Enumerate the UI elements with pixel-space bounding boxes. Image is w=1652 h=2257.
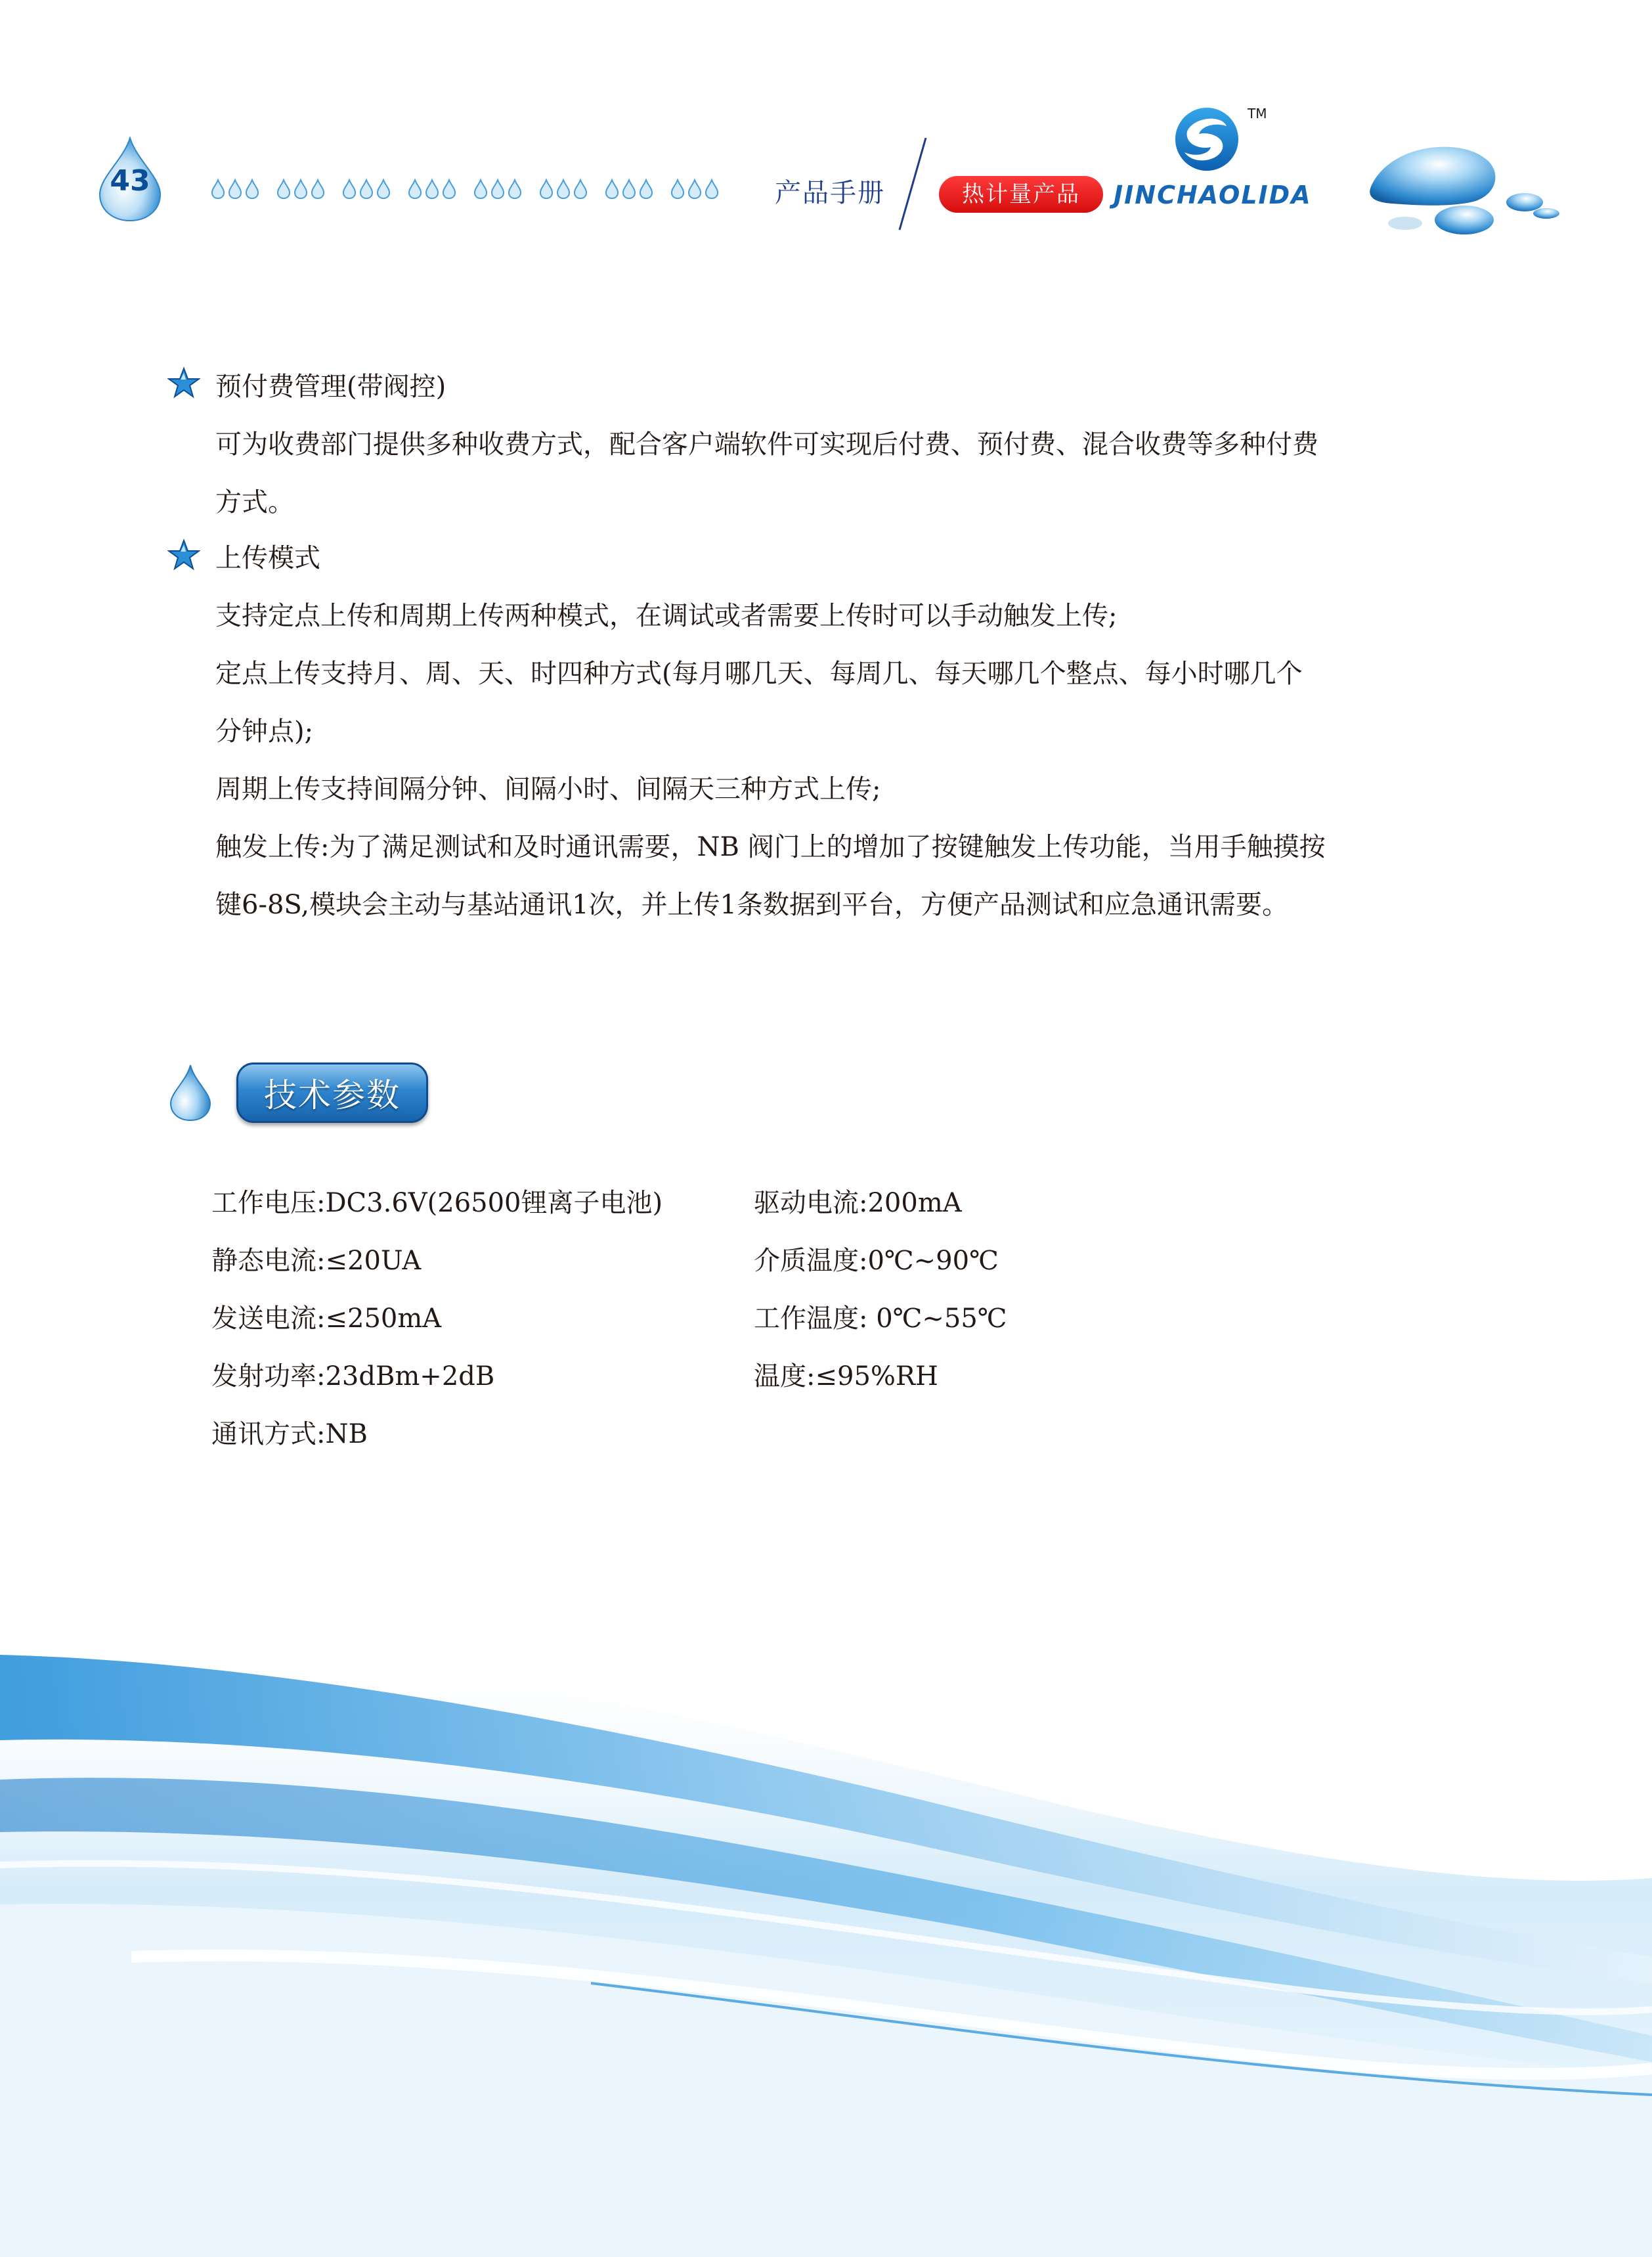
section-title: 技术参数 [264,1076,401,1114]
brand-logo [1110,105,1326,217]
brand-name: JINCHAOLIDA [1114,181,1312,209]
spec-item: 介质温度:0℃~90℃ [754,1246,999,1276]
page-number: 43 [110,164,150,198]
spec-item: 工作温度: 0℃~55℃ [754,1304,1007,1334]
small-drop-icon [540,180,552,198]
spec-item: 通讯方式:NB [211,1419,368,1449]
spec-item: 发射功率:23dBm+2dB [211,1361,495,1391]
feature-paragraph: 分钟点); [215,716,314,747]
small-drop-icon [640,180,652,198]
water-drops-decoration [1366,131,1563,243]
small-drop-icon [606,180,618,198]
spec-item: 工作电压:DC3.6V(26500锂离子电池) [211,1188,663,1218]
feature-title-upload: 上传模式 [215,543,320,573]
small-drop-icon [475,180,487,198]
small-drop-icon [343,180,355,198]
small-drop-icon [295,180,307,198]
small-drop-icon [360,180,372,198]
star-bullet-icon [167,538,200,571]
small-drop-icon [672,180,684,198]
small-drop-icon [557,180,569,198]
small-drop-icon [443,180,455,198]
small-drop-icon [409,180,421,198]
spec-item: 驱动电流:200mA [754,1188,962,1218]
spec-item: 发送电流:≤250mA [211,1304,442,1334]
category-badge: 热计量产品 [939,176,1103,213]
small-drop-icon [623,180,635,198]
feature-paragraph: 周期上传支持间隔分钟、间隔小时、间隔天三种方式上传; [215,774,881,804]
decorative-drops-row [211,176,730,202]
small-drop-icon [492,180,504,198]
small-drop-icon [229,180,241,198]
feature-paragraph: 方式。 [215,487,294,517]
manual-title: 产品手册 [775,178,885,208]
star-bullet-icon [167,366,200,399]
small-drop-icon [378,180,389,198]
small-drop-icon [509,180,521,198]
small-drop-icon [212,180,224,198]
trademark-label: TM [1248,106,1267,121]
feature-paragraph: 键6-8S,模块会主动与基站通讯1次，并上传1条数据到平台，方便产品测试和应急通讯需要。 [215,890,1289,920]
spec-item: 静态电流:≤20UA [211,1246,422,1276]
feature-paragraph: 触发上传:为了满足测试和及时通讯需要，NB 阀门上的增加了按键触发上传功能，当用手触摸按 [215,832,1326,862]
feature-paragraph: 可为收费部门提供多种收费方式，配合客户端软件可实现后付费、预付费、混合收费等多种付费 [215,429,1318,460]
small-drop-icon [706,180,718,198]
divider-slash [886,135,939,233]
small-drop-icon [278,180,290,198]
small-drop-icon [246,180,258,198]
feature-paragraph: 支持定点上传和周期上传两种模式，在调试或者需要上传时可以手动触发上传; [215,601,1118,631]
spec-item: 温度:≤95%RH [754,1361,938,1391]
feature-title-prepaid: 预付费管理(带阀控) [215,372,446,402]
wave-background [0,1615,1652,2257]
section-drop-icon [169,1064,211,1122]
small-drop-icon [689,180,701,198]
small-drop-icon [575,180,586,198]
feature-paragraph: 定点上传支持月、周、天、时四种方式(每月哪几天、每周几、每天哪几个整点、每小时哪几个 [215,659,1303,689]
small-drop-icon [426,180,438,198]
small-drop-icon [312,180,324,198]
